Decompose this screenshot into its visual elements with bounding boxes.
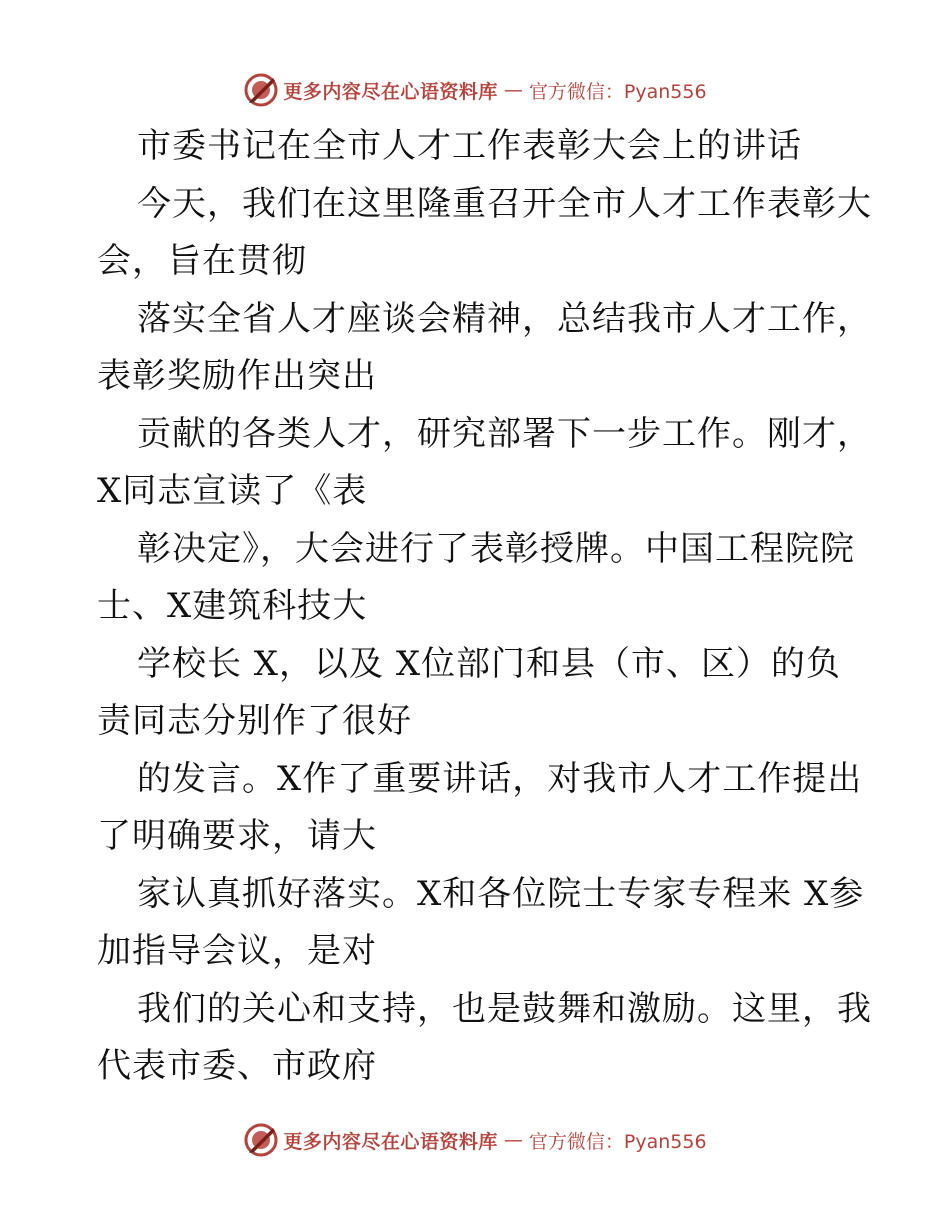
- pen-logo-icon: [243, 72, 279, 108]
- pen-logo-icon: [243, 1122, 279, 1158]
- text-line: 表彰奖励作出突出: [97, 356, 377, 396]
- watermark-footer: [0, 1120, 950, 1160]
- watermark-site-text: 更多内容尽在心语资料库: [283, 1130, 498, 1153]
- text-line: 责同志分别作了很好: [97, 701, 412, 741]
- text-line: 加指导会议，是对: [97, 931, 377, 971]
- watermark-header: [0, 70, 950, 110]
- document-title: 市委书记在全市人才工作表彰大会上的讲话: [137, 126, 802, 166]
- text-line: 学校长 X，以及 X位部门和县（市、区）的负: [137, 643, 842, 684]
- text-line: 落实全省人才座谈会精神，总结我市人才工作，: [137, 298, 872, 339]
- text-line: X同志宣读了《表: [97, 471, 368, 511]
- text-line: 今天，我们在这里隆重召开全市人才工作表彰大: [137, 183, 872, 224]
- text-line: 家认真抓好落实。X和各位院士专家专程来 X参: [137, 873, 865, 914]
- text-line: 士、X建筑科技大: [97, 586, 368, 626]
- text-line: 彰决定》，大会进行了表彰授牌。中国工程院院: [137, 528, 855, 569]
- watermark-dash: —: [503, 1129, 523, 1151]
- document-body: [97, 118, 872, 1096]
- watermark-dash: —: [503, 79, 523, 101]
- text-line: 我们的关心和支持，也是鼓舞和激励。这里，我: [137, 988, 872, 1029]
- text-line: 贡献的各类人才，研究部署下一步工作。刚才，: [137, 413, 872, 454]
- watermark-wechat-text: 官方微信：Pyan556: [528, 80, 707, 103]
- text-line: 了明确要求，请大: [97, 816, 377, 856]
- text-line: 的发言。X作了重要讲话，对我市人才工作提出: [137, 758, 863, 799]
- watermark-site-text: 更多内容尽在心语资料库: [283, 80, 498, 103]
- watermark-wechat-text: 官方微信：Pyan556: [528, 1130, 707, 1153]
- text-line: 会，旨在贯彻: [97, 241, 307, 281]
- text-line: 代表市委、市政府: [97, 1046, 377, 1086]
